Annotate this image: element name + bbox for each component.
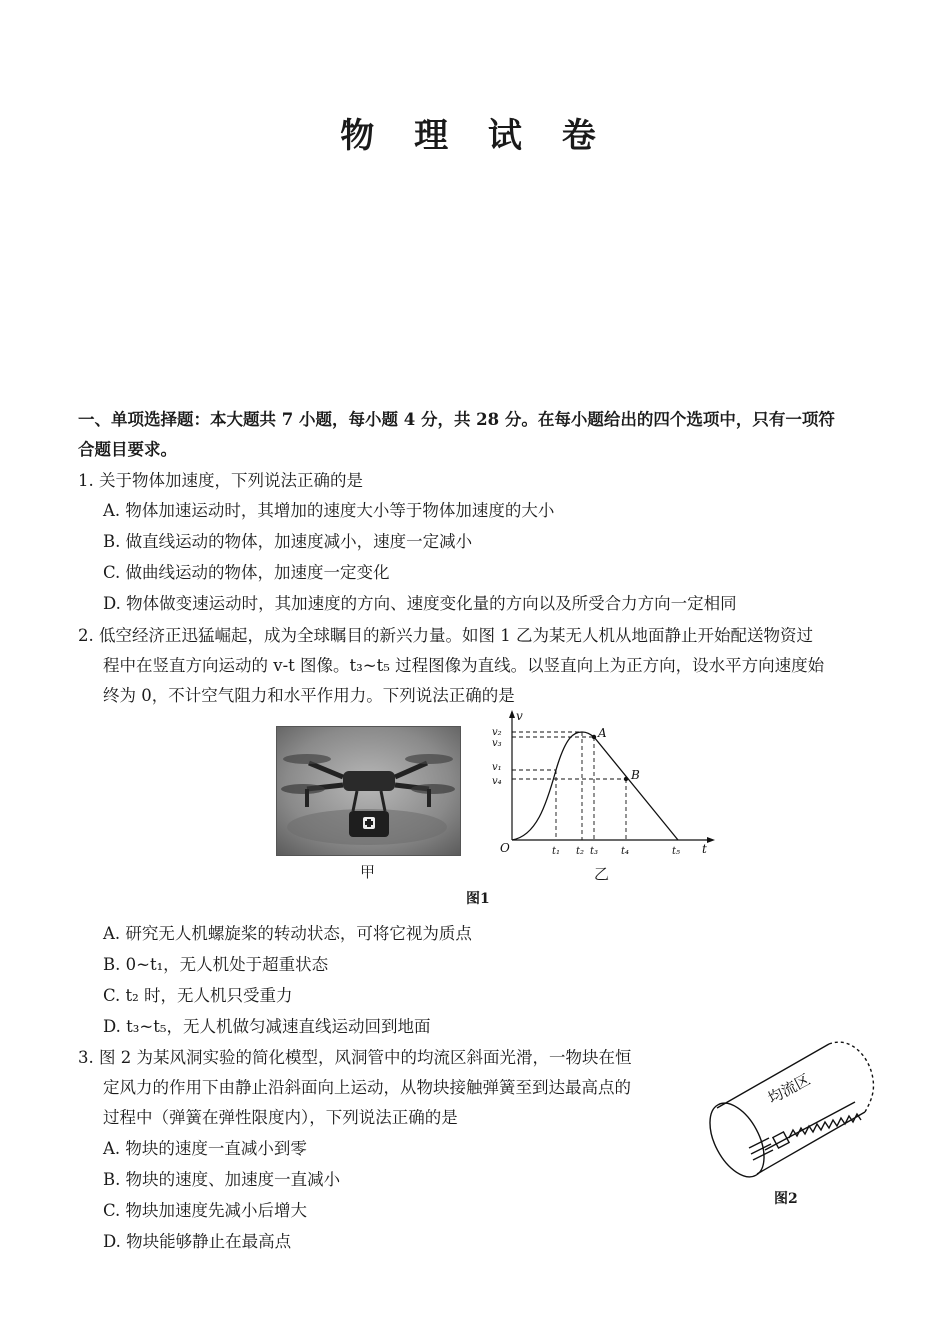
q2-stem-line1: 2. 低空经济正迅猛崛起，成为全球瞩目的新兴力量。如图 1 乙为某无人机从地面静止开始配送物资过	[78, 626, 813, 645]
t-axis-label: t	[702, 842, 707, 856]
v-axis-arrow	[509, 710, 515, 718]
q1-option-c: C. 做曲线运动的物体，加速度一定变化	[103, 563, 390, 582]
guide-lines	[512, 732, 626, 840]
drone-photo	[276, 726, 461, 856]
q1-option-a: A. 物体加速运动时，其增加的速度大小等于物体加速度的大小	[103, 501, 555, 520]
q2-option-b: B. 0~t₁，无人机处于超重状态	[103, 955, 329, 974]
point-b-label: B	[631, 768, 640, 782]
t-axis-arrow	[707, 837, 715, 843]
figure1-label-jia: 甲	[360, 863, 376, 881]
section-heading-cont: 合题目要求。	[78, 440, 177, 459]
point-a-marker	[592, 735, 596, 739]
q3-stem-line1: 3. 图 2 为某风洞实验的简化模型，风洞管中的均流区斜面光滑，一物块在恒	[78, 1048, 632, 1067]
q1-stem: 1. 关于物体加速度，下列说法正确的是	[78, 471, 363, 490]
vt-graph	[490, 706, 720, 862]
t-tick-t4: t₄	[621, 846, 630, 857]
q2-stem-line2: 程中在竖直方向运动的 v-t 图像。t₃~t₅ 过程图像为直线。以竖直向上为正方向，设水平方向速度始	[103, 656, 825, 675]
page-title: 物 理 试 卷	[340, 116, 610, 156]
figure1-label-yi: 乙	[594, 865, 610, 883]
q3-option-a: A. 物块的速度一直减小到零	[103, 1139, 307, 1158]
q3-stem-line2: 定风力的作用下由静止沿斜面向上运动，从物块接触弹簧至到达最高点的	[103, 1078, 631, 1097]
q1-option-b: B. 做直线运动的物体，加速度减小，速度一定减小	[103, 532, 473, 551]
t-tick-t3: t₃	[590, 846, 599, 857]
q2-option-a: A. 研究无人机螺旋桨的转动状态，可将它视为质点	[103, 924, 472, 943]
q2-stem-line3: 终为 0，不计空气阻力和水平作用力。下列说法正确的是	[103, 686, 515, 705]
figure1-caption: 图1	[466, 891, 490, 907]
v-tick-v4: v₄	[492, 776, 502, 787]
q2-option-c: C. t₂ 时，无人机只受重力	[103, 986, 293, 1005]
wind-tunnel-diagram	[705, 1036, 885, 1186]
q3-stem-line3: 过程中（弹簧在弹性限度内），下列说法正确的是	[103, 1108, 458, 1127]
point-b-marker	[624, 777, 628, 781]
uniform-flow-region-label: 均流区	[764, 1070, 814, 1108]
v-tick-v3: v₃	[492, 738, 502, 749]
t-tick-t2: t₂	[576, 846, 585, 857]
q2-option-d: D. t₃~t₅，无人机做匀减速直线运动回到地面	[103, 1017, 431, 1036]
wind-arrows	[749, 1138, 773, 1160]
t-tick-t1: t₁	[552, 846, 561, 857]
q1-option-d: D. 物体做变速运动时，其加速度的方向、速度变化量的方向以及所受合力方向一定相同	[103, 594, 737, 613]
t-tick-t5: t₅	[672, 846, 681, 857]
section-heading: 一、单项选择题：本大题共 7 小题，每小题 4 分，共 28 分。在每小题给出的四个选项中，只有一项符	[78, 410, 835, 429]
v-tick-v1: v₁	[492, 762, 502, 773]
q3-option-b: B. 物块的速度、加速度一直减小	[103, 1170, 341, 1189]
v-axis-label: v	[516, 709, 523, 723]
q3-option-d: D. 物块能够静止在最高点	[103, 1232, 292, 1251]
v-tick-v2: v₂	[492, 727, 502, 738]
figure2-caption: 图2	[774, 1191, 798, 1207]
tunnel-outlet	[829, 1042, 873, 1112]
block	[773, 1132, 789, 1148]
point-a-label: A	[598, 726, 607, 740]
q3-option-c: C. 物块加速度先减小后增大	[103, 1201, 308, 1220]
origin-label: O	[500, 841, 510, 855]
vt-curve	[512, 732, 678, 840]
